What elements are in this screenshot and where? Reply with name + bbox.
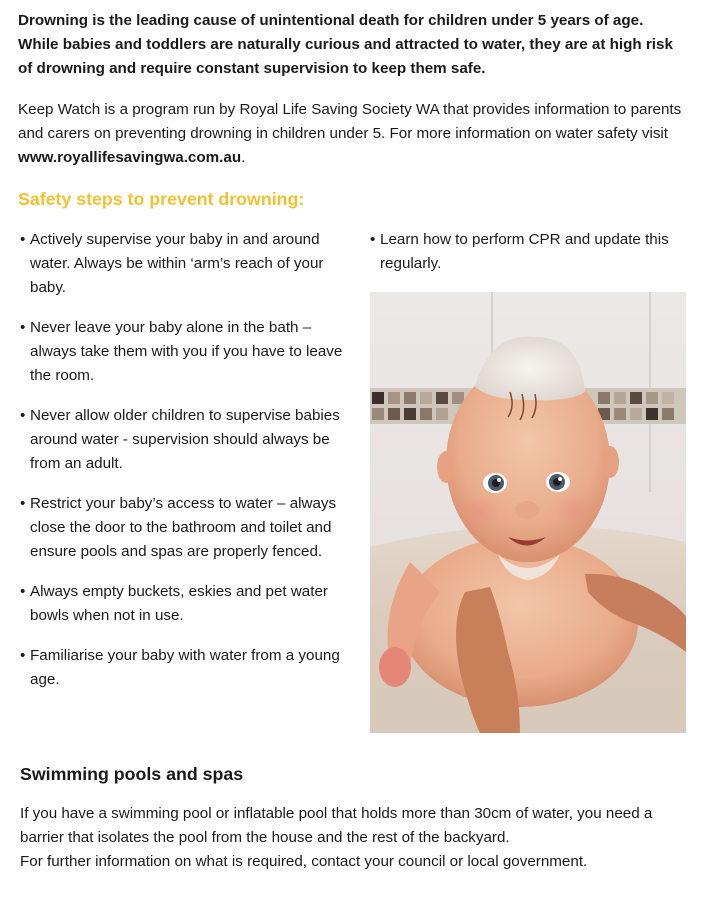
list-item-text: Familiarise your baby with water from a young age. [30, 647, 340, 688]
list-item [20, 580, 350, 628]
about-text-end: . [241, 149, 246, 166]
safety-steps-left-column [20, 228, 350, 708]
list-item [370, 228, 700, 276]
swimming-pools-body [20, 802, 700, 874]
intro-paragraph: Drowning is the leading cause of unintentional death for children under 5 years of age. While babies and toddlers are naturally curious and attracted to water, they are at high risk of drowning and require constant supervision to keep them safe. [18, 12, 673, 77]
safety-steps-list [20, 228, 350, 692]
swimming-pools-heading: Swimming pools and spas [20, 764, 244, 784]
list-item-text: Restrict your baby’s access to water – always close the door to the bathroom and toilet and ensure pools and spas are properly fenced. [30, 495, 337, 560]
list-item-text: Always empty buckets, eskies and pet water bowls when not in use. [30, 583, 328, 624]
list-item [20, 644, 350, 692]
safety-steps-heading: Safety steps to prevent drowning: [18, 189, 305, 209]
bullet-icon: • [370, 231, 376, 248]
list-item-text: Never leave your baby alone in the bath – always take them with you if you have to leave the room. [30, 319, 343, 384]
bullet-icon: • [20, 583, 26, 600]
list-item [20, 404, 350, 476]
bullet-icon: • [20, 319, 26, 336]
baby-bath-photo [370, 292, 686, 733]
safety-steps-list-right [370, 228, 700, 276]
pools-paragraph-1: If you have a swimming pool or inflatable pool that holds more than 30cm of water, you need a barrier that isolates the pool from the house and the rest of the backyard. [20, 805, 653, 846]
about-paragraph [18, 98, 698, 170]
safety-steps-right-column [370, 228, 700, 292]
bullet-icon: • [20, 495, 26, 512]
list-item [20, 492, 350, 564]
list-item [20, 228, 350, 300]
list-item-text: Never allow older children to supervise babies around water - supervision should always be from an adult. [30, 407, 340, 472]
bullet-icon: • [20, 647, 26, 664]
list-item-text: Actively supervise your baby in and around water. Always be within ‘arm’s reach of your baby. [30, 231, 324, 296]
list-item [20, 316, 350, 388]
bullet-icon: • [20, 407, 26, 424]
pools-paragraph-2: For further information on what is required, contact your council or local government. [20, 853, 588, 870]
about-text: Keep Watch is a program run by Royal Life Saving Society WA that provides information to parents and carers on preventing drowning in children under 5. For more information on water safety visit [18, 101, 682, 142]
website-link[interactable]: www.royallifesavingwa.com.au [18, 149, 242, 166]
list-item-text: Learn how to perform CPR and update this regularly. [380, 231, 669, 272]
bullet-icon: • [20, 231, 26, 248]
